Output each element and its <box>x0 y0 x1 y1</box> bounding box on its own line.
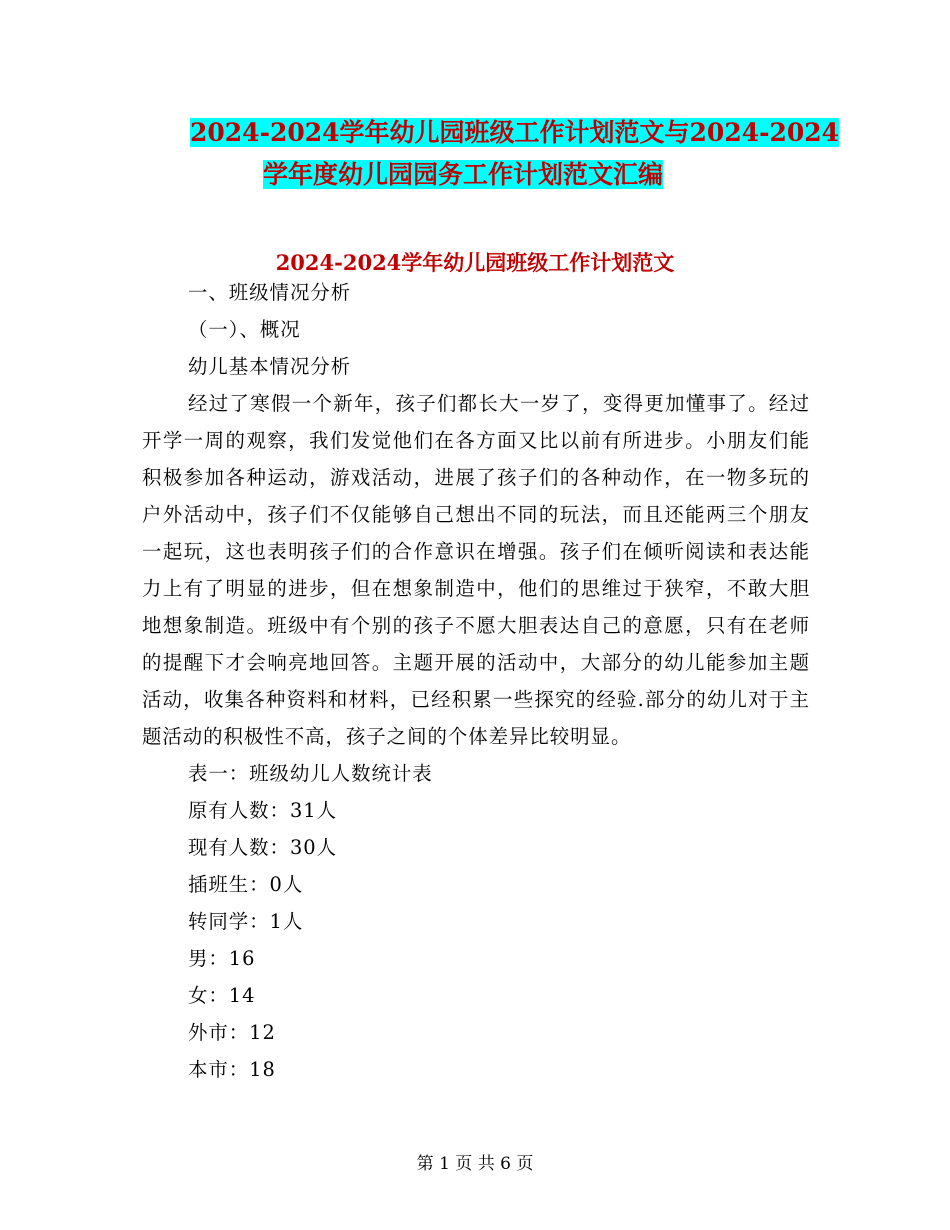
subheading-children-analysis: 幼儿基本情况分析 <box>188 355 352 378</box>
main-title-line-2-text: 学年度幼儿园园务工作计划范文汇编 <box>263 160 664 189</box>
stat-line: 原有人数：31人 <box>188 799 338 822</box>
main-title-line-1-text: 2024-2024学年幼儿园班级工作计划范文与2024-2024 <box>190 118 840 147</box>
stat-line: 现有人数：30人 <box>188 836 338 859</box>
stat-line: 外市：12 <box>188 1021 276 1044</box>
stat-line: 插班生：0人 <box>188 873 304 896</box>
stat-line: 女：14 <box>188 984 256 1007</box>
main-title-line-2 <box>140 154 840 196</box>
section-title: 2024-2024学年幼儿园班级工作计划范文 <box>275 250 675 275</box>
main-title <box>140 112 840 196</box>
table-caption: 表一：班级幼儿人数统计表 <box>188 762 433 785</box>
stat-line: 转同学：1人 <box>188 910 304 933</box>
stat-line: 本市：18 <box>188 1058 276 1081</box>
main-title-line-1 <box>140 112 840 154</box>
body-text <box>142 274 810 1088</box>
body-paragraph: 经过了寒假一个新年，孩子们都长大一岁了，变得更加懂事了。经过开学一周的观察，我们发觉他们在各方面又比以前有所进步。小朋友们能积极参加各种运动，游戏活动，进展了孩子们的各种动作，在一物多玩的户外活动中，孩子们不仅能够自己想出不同的玩法，而且还能两三个朋友一起玩，这也表明孩子们的合作意识在增强。孩子们在倾听阅读和表达能力上有了明显的进步，但在想象制造中，他们的思维过于狭窄，不敢大胆地想象制造。班级中有个别的孩子不愿大胆表达自己的意愿，只有在老师的提醒下才会响亮地回答。主题开展的活动中，大部分的幼儿能参加主题活动，收集各种资料和材料，已经积累一些探究的经验.部分的幼儿对于主题活动的积极性不高，孩子之间的个体差异比较明显。 <box>142 392 810 748</box>
heading-overview: （一）、概况 <box>188 318 301 341</box>
heading-class-analysis: 一、班级情况分析 <box>188 281 352 304</box>
page-footer: 第 1 页 共 6 页 <box>416 1154 534 1174</box>
stat-line: 男：16 <box>188 947 256 970</box>
